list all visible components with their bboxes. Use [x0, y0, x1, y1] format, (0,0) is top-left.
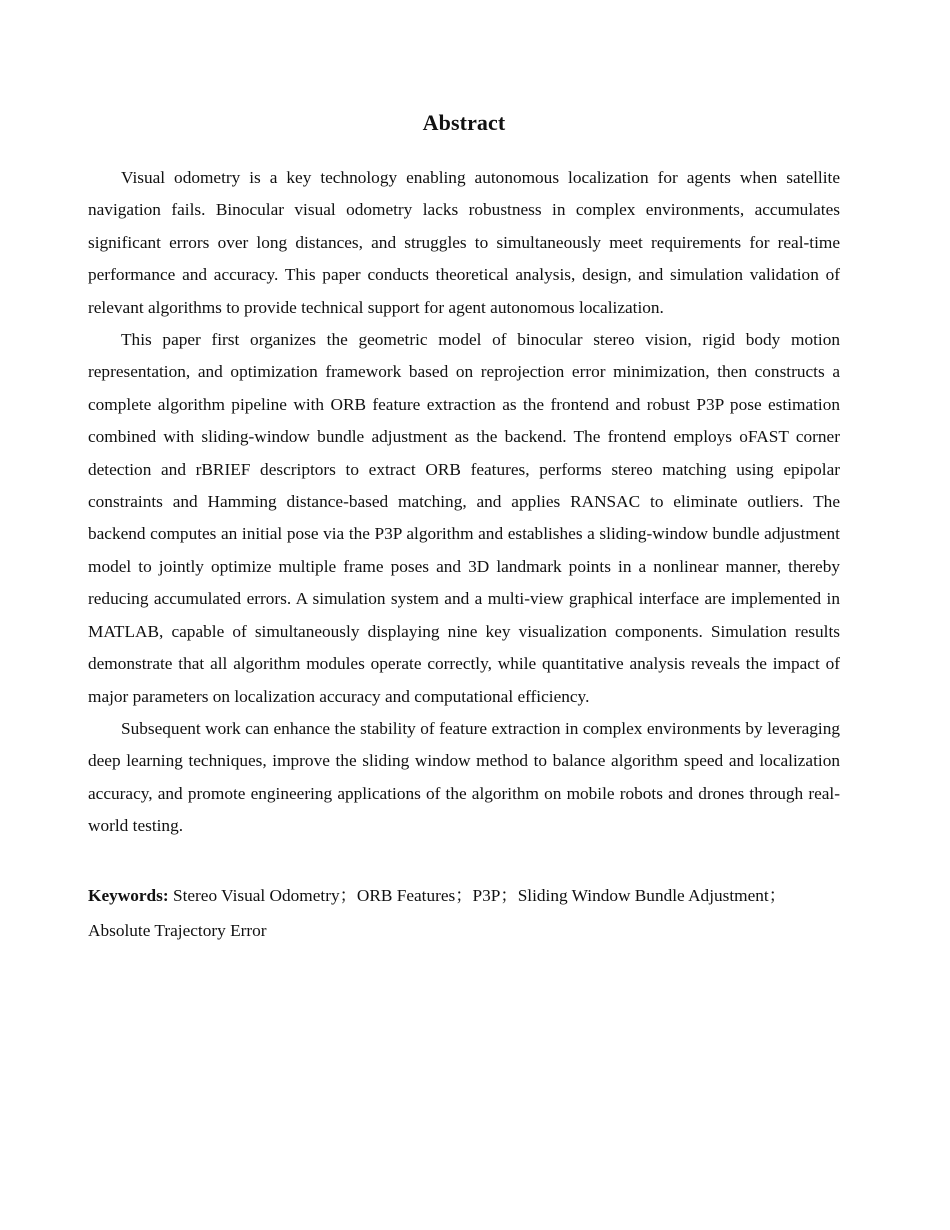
abstract-paragraph-3: Subsequent work can enhance the stability of feature extraction in complex environments by leveraging deep learning techniques, improve the sliding window method to balance algorithm speed and localization accuracy, and promote engineering applications of the algorithm on mobile robots and drones through real-world testing. [88, 718, 840, 836]
keywords-text: Stereo Visual Odometry；ORB Features；P3P；Sliding Window Bundle Adjustment；Absolute Trajectory Error [88, 886, 786, 940]
keywords-label: Keywords: [88, 886, 169, 905]
abstract-paragraph-1: Visual odometry is a key technology enabling autonomous localization for agents when satellite navigation fails. Binocular visual odometry lacks robustness in complex environments, accumulates significant errors over long distances, and struggles to simultaneously meet requirements for real-time performance and accuracy. This paper conducts theoretical analysis, design, and simulation validation of relevant algorithms to provide technical support for agent autonomous localization. [88, 168, 840, 317]
abstract-title: Abstract [422, 110, 506, 135]
abstract-body [88, 162, 840, 843]
keywords-line [88, 878, 840, 948]
abstract-paragraph-2: This paper first organizes the geometric model of binocular stereo vision, rigid body motion representation, and optimization framework based on reprojection error minimization, then constructs a complete algorithm pipeline with ORB feature extraction as the frontend and robust P3P pose estimation combined with sliding-window bundle adjustment as the backend. The frontend employs oFAST corner detection and rBRIEF descriptors to extract ORB features, performs stereo matching using epipolar constraints and Hamming distance-based matching, and applies RANSAC to eliminate outliers. The backend computes an initial pose via the P3P algorithm and establishes a sliding-window bundle adjustment model to jointly optimize multiple frame poses and 3D landmark points in a nonlinear manner, thereby reducing accumulated errors. A simulation system and a multi-view graphical interface are implemented in MATLAB, capable of simultaneously displaying nine key visualization components. Simulation results demonstrate that all algorithm modules operate correctly, while quantitative analysis reveals the impact of major parameters on localization accuracy and computational efficiency. [88, 330, 840, 706]
